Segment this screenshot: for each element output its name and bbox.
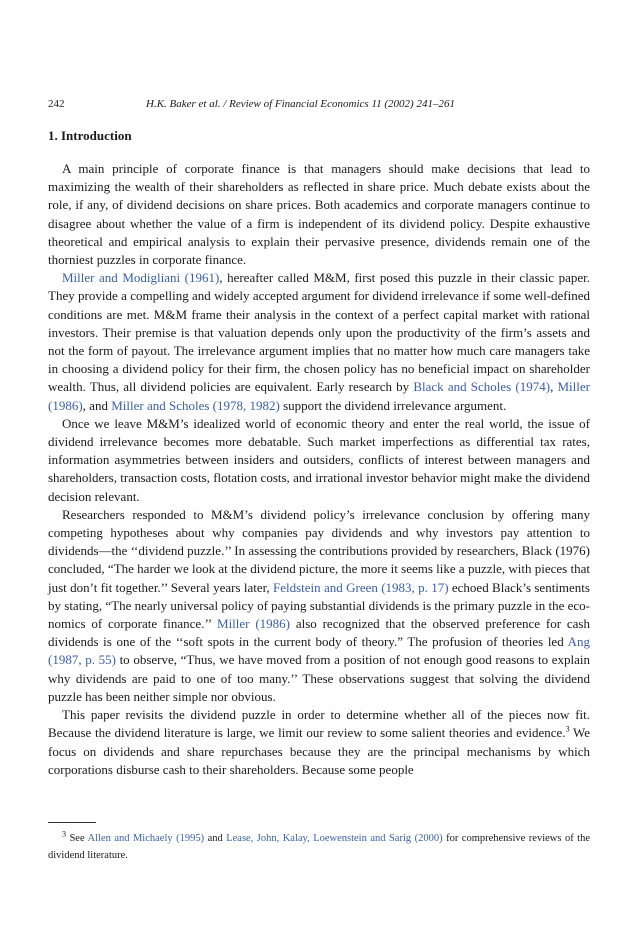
citation-link[interactable]: Allen and Michaely (1995): [87, 833, 205, 844]
paragraph-2: [48, 269, 590, 415]
paragraph-text: support the dividend irrelevance argument.: [279, 397, 507, 413]
footnote-text: See: [66, 833, 88, 844]
footnote-text: for comprehensive reviews of the dividend literature.: [48, 833, 590, 861]
paragraph-text: Researchers responded to M&M’s dividend policy’s irrelevance conclusion by offering many competing hypotheses about why companies pay dividends and why investors pay attention to dividends—the ‘‘dividend puzzle.’’ In assessing the contributions provided by researchers, Black (1976) concluded, “The harder we look at the dividend picture, the more it seems like a puzzle, with pieces that just don’t fit together.’’ Several years later,: [48, 506, 590, 595]
citation-link[interactable]: Black and Scholes (1974): [413, 379, 551, 395]
running-head: H.K. Baker et al. / Review of Financial Economics 11 (2002) 241–261: [146, 98, 455, 110]
citation-link[interactable]: Miller (1986): [48, 379, 590, 413]
paragraph-3: Once we leave M&M’s idealized world of economic theory and enter the real world, the issue of dividend irrelevance becomes more debatable. Such market imperfections as differential tax rates, information asymmetries between insiders and outsiders, conflicts of interest between managers and shareholders, transaction costs, flotation costs, and irrational investor behavior might make the dividend decision relevant.: [48, 415, 590, 504]
page-number: 242: [48, 98, 65, 110]
citation-link[interactable]: Miller (1986): [217, 616, 290, 632]
paragraph-text: We focus on dividends and share repurchases because they are the principal mechanisms by which corporations disburse cash to their shareholders. Because some people: [48, 725, 590, 777]
citation-link[interactable]: Miller and Scholes (1978, 1982): [111, 397, 280, 413]
paragraph-text: echoed Black’s sentiments by stating, “The nearly universal policy of paying substantial dividends is the primary puzzle in the eco-nomics of corporate finance.’’: [48, 579, 590, 632]
footnote: [48, 830, 590, 864]
paragraph-text: This paper revisits the dividend puzzle in order to determine whether all of the pieces now fit. Because the dividend literature is large, we limit our review to some salient theories and evidence.: [48, 707, 590, 741]
citation-link[interactable]: Lease, John, Kalay, Loewenstein and Sarig (2000): [226, 833, 443, 844]
section-title: 1. Introduction: [48, 128, 132, 143]
footnote-text: and: [204, 833, 227, 844]
paragraph-text: to observe, “Thus, we have moved from a position of not enough good reasons to explain why dividends are paid to one of too many.’’ These observations suggest that solving the dividend puzzle has been neither simple nor obvious.: [48, 652, 590, 704]
footnote-divider: [48, 822, 96, 823]
citation-link[interactable]: Ang (1987, p. 55): [48, 634, 590, 668]
paragraph-text: also recognized that the observed preference for cash dividends is one of the ‘‘soft spots in the current body of theory.” The profusion of theories led: [48, 616, 590, 650]
paragraph-5: [48, 706, 590, 779]
citation-link[interactable]: Feldstein and Green (1983, p. 17): [273, 579, 449, 595]
citation-link[interactable]: Miller and Modigliani (1961): [62, 270, 220, 286]
paragraph-text: , and: [82, 397, 112, 413]
paragraph-1: A main principle of corporate finance is that managers should make decisions that lead to maximizing the wealth of their shareholders as reflected in share price. Much debate exists about the role, if any, of dividend decisions on share prices. Both academics and corporate managers continue to disagree about whether the value of a firm is independent of its dividend policy. Despite exhaustive theoretical and empirical analysis to explain their pervasive presence, dividends remain one of the thorniest puzzles in corporate finance.: [48, 161, 590, 268]
footnote-marker[interactable]: 3: [565, 724, 570, 734]
paragraph-text: ,: [550, 379, 558, 395]
footnote-number: 3: [62, 829, 66, 839]
paragraph-text: , hereafter called M&M, first posed this puzzle in their classic paper. They provide a compelling and widely accepted argument for dividend irrelevance if some well-defined conditions are met. M&M frame their analysis in the context of a perfect capital market with rational investors. Their premise is that valuation depends only upon the productivity of the firm’s assets and not the form of payout. The irrelevance argument implies that no matter how much care managers take in choosing a dividend policy for their firm, the chosen policy has no beneficial impact on shareholder wealth. Thus, all dividend policies are equivalent. Early research by: [48, 270, 591, 395]
paragraph-4: [48, 506, 590, 706]
body-text: [48, 160, 590, 779]
